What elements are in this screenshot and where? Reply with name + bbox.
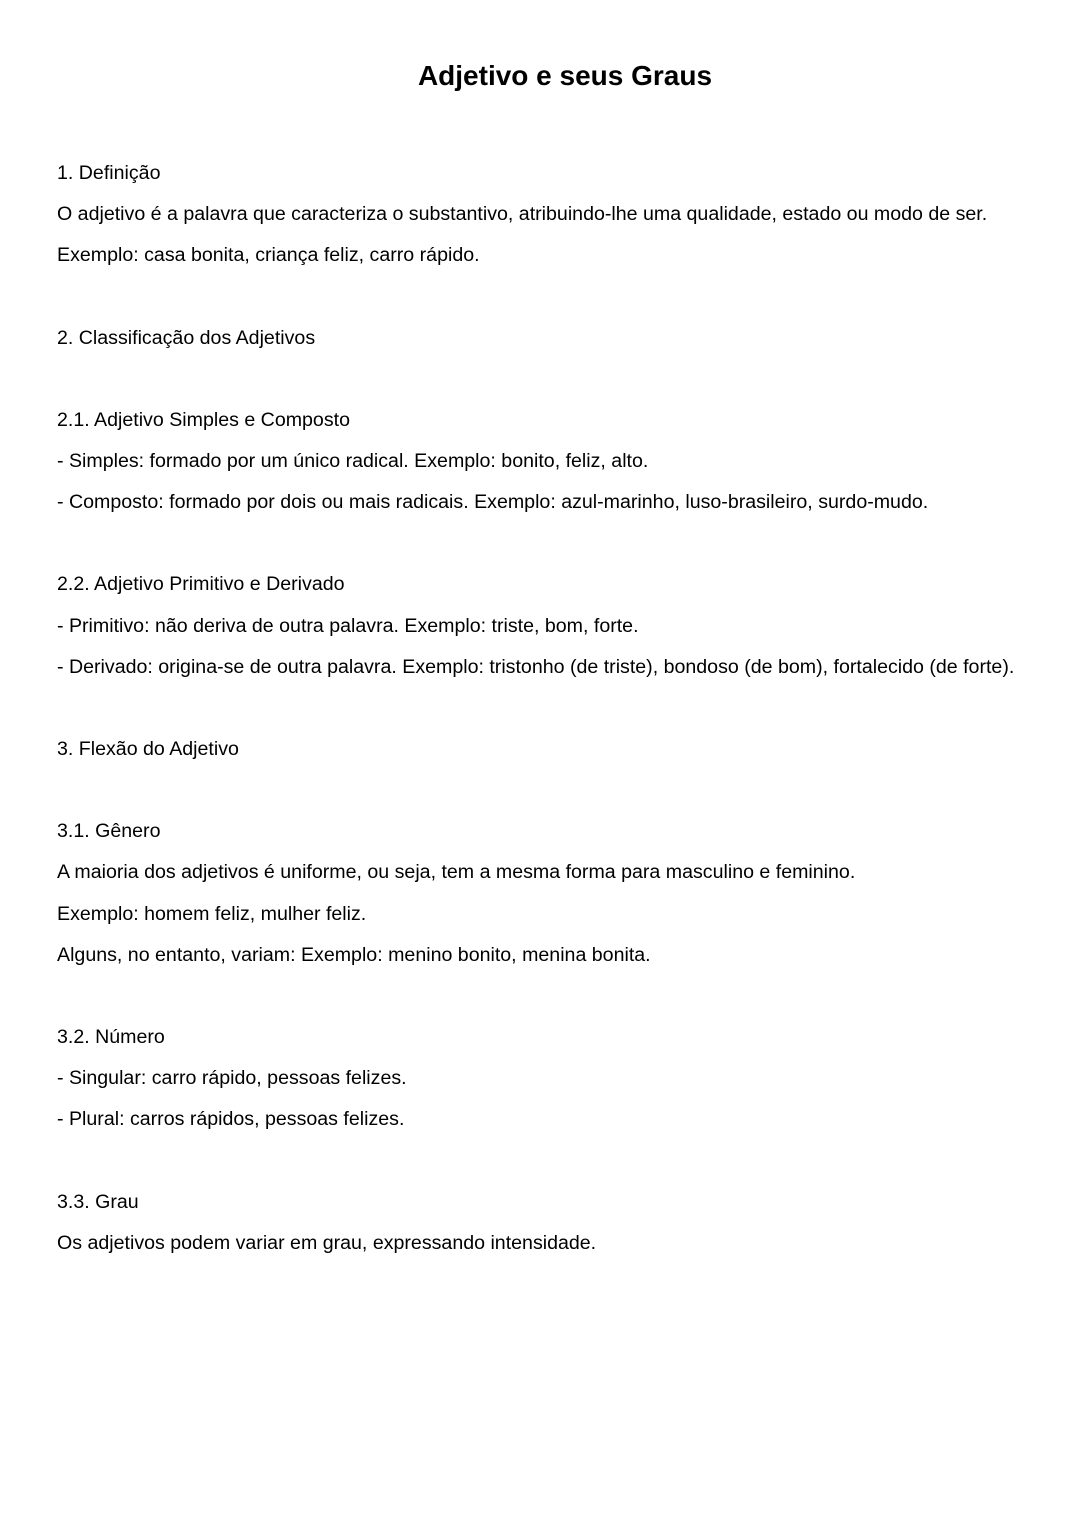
spacer [57,770,1023,811]
list-item-primitivo: - Primitivo: não deriva de outra palavra. Exemplo: triste, bom, forte. [57,614,639,637]
grau-paragraph: Os adjetivos podem variar em grau, expressando intensidade. [57,1231,597,1254]
section-heading-classificacao: 2. Classificação dos Adjetivos [57,326,316,349]
spacer [57,976,1023,1017]
list-item-simples: - Simples: formado por um único radical. Exemplo: bonito, feliz, alto. [57,450,649,472]
spacer [57,688,1023,729]
subsection-heading-primitivo-derivado: 2.2. Adjetivo Primitivo e Derivado [57,573,345,596]
list-item-composto: - Composto: formado por dois ou mais radicais. Exemplo: azul-marinho, luso-brasileiro, surdo-mudo. [57,491,929,514]
subsection-primitivo-derivado [57,564,1023,687]
spacer [57,1140,1023,1181]
subsection-genero [57,811,1023,976]
section-heading-definicao: 1. Definição [57,162,161,184]
subsection-heading-grau: 3.3. Grau [57,1190,139,1213]
subsection-simples-composto [57,400,1023,523]
section-flexao [57,729,1023,1264]
subsection-numero [57,1017,1023,1140]
subsection-heading-simples-composto: 2.1. Adjetivo Simples e Composto [57,408,350,431]
section-heading-flexao: 3. Flexão do Adjetivo [57,738,239,761]
document-body [57,153,1023,1264]
genero-line-uniforme: A maioria dos adjetivos é uniforme, ou seja, tem a mesma forma para masculino e feminino. [57,861,856,884]
genero-line-variam: Alguns, no entanto, variam: Exemplo: menino bonito, menina bonita. [57,943,651,966]
list-item-plural: - Plural: carros rápidos, pessoas felizes. [57,1108,405,1131]
subsection-heading-numero: 3.2. Número [57,1026,165,1048]
subsection-grau [57,1182,1023,1264]
document-title: Adjetivo e seus Graus [417,60,713,91]
section-definicao [57,153,1023,276]
spacer [57,276,1023,317]
subsection-heading-genero: 3.1. Gênero [57,820,161,843]
genero-line-exemplo: Exemplo: homem feliz, mulher feliz. [57,902,367,925]
section-classificacao [57,318,1023,688]
spacer [57,523,1023,564]
definition-example: Exemplo: casa bonita, criança feliz, carro rápido. [57,244,480,267]
list-item-singular: - Singular: carro rápido, pessoas felizes. [57,1067,407,1090]
spacer [57,359,1023,400]
definition-paragraph: O adjetivo é a palavra que caracteriza o substantivo, atribuindo-lhe uma qualidade, estado ou modo de ser. [57,203,988,226]
list-item-derivado: - Derivado: origina-se de outra palavra. Exemplo: tristonho (de triste), bondoso (de bom), fortalecido (de forte). [57,655,1015,678]
